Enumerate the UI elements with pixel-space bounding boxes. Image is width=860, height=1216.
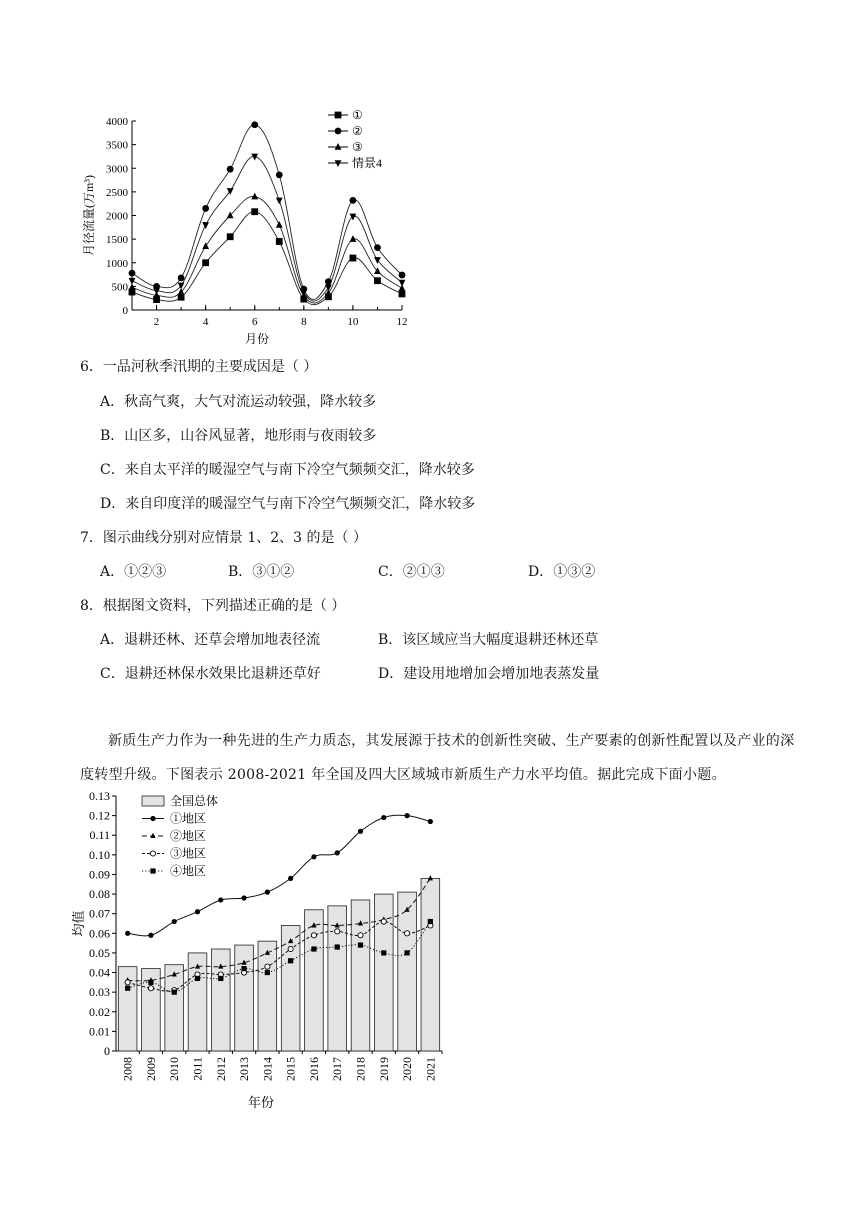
series-2-point <box>129 270 136 277</box>
series-1-point <box>399 291 406 298</box>
region-1-point <box>358 829 363 834</box>
national-bar <box>258 941 277 1051</box>
series-1-point <box>374 277 381 284</box>
x-tick-label: 10 <box>347 316 359 328</box>
material-passage: 新质生产力作为一种先进的生产力质态，其发展源于技术的创新性突破、生产要素的创新性配置以及产业的深度转型升级。下图表示 2008-2021 年全国及四大区域城市新质生产力水平均值。据此完成下面小题。 <box>80 733 795 783</box>
x-tick-label: 2015 <box>283 1057 298 1081</box>
x-tick-label: 2018 <box>353 1057 368 1081</box>
x-tick-label: 2008 <box>120 1057 135 1081</box>
region-4-point <box>241 966 246 971</box>
x-tick-label: 2009 <box>143 1057 158 1081</box>
series-1-point <box>251 208 258 215</box>
question-7-stem: 7．图示曲线分别对应情景 1、2、3 的是（ ） <box>80 530 367 546</box>
x-tick-label: 6 <box>251 316 258 328</box>
x-tick-label: 2017 <box>330 1057 345 1081</box>
legend-marker-3 <box>335 143 342 150</box>
region-1-point <box>195 909 200 914</box>
x-tick-label: 12 <box>396 316 408 328</box>
y-tick-label: 0.05 <box>89 945 110 960</box>
legend-label-2: ②地区 <box>170 829 207 843</box>
question-6-stem: 6．一品河秋季汛期的主要成因是（ ） <box>80 359 318 375</box>
series-2-point <box>178 274 185 281</box>
y-tick-label: 0.09 <box>89 867 110 882</box>
series-line-4 <box>132 156 402 301</box>
y-tick-label: 0.04 <box>89 965 110 980</box>
y-tick-label: 0.08 <box>89 887 110 902</box>
series-2-point <box>202 205 209 212</box>
series-1-point <box>202 259 209 266</box>
region-4-point <box>358 942 363 947</box>
series-2-point <box>227 166 234 173</box>
legend-swatch-national <box>142 796 164 806</box>
question-8-option-b: B．该区域应当大幅度退耕还林还草 <box>378 632 599 648</box>
series-2-point <box>251 121 258 128</box>
series-4-point <box>129 278 136 285</box>
region-1-point <box>381 815 386 820</box>
region-3-point <box>358 933 363 938</box>
region-1-point <box>148 933 153 938</box>
question-8-option-a: A．退耕还林、还草会增加地表径流 <box>100 632 321 648</box>
region-3-point <box>288 946 293 951</box>
region-4-point <box>381 950 386 955</box>
y-tick-label: 0.11 <box>89 828 110 843</box>
legend-marker-1 <box>150 816 155 821</box>
region-3-point <box>404 931 409 936</box>
question-7-option-a: A．①②③ <box>100 564 167 580</box>
legend-label-3: ③ <box>352 140 363 154</box>
x-tick-label: 2012 <box>213 1057 228 1081</box>
legend-label-1: ① <box>352 108 363 122</box>
x-tick-label: 2021 <box>423 1057 438 1081</box>
region-1-point <box>218 897 223 902</box>
national-bar <box>398 892 417 1051</box>
region-4-point <box>288 958 293 963</box>
region-4-point <box>265 970 270 975</box>
y-tick-label: 2000 <box>106 210 128 223</box>
question-7-option-c: C．②①③ <box>378 564 445 580</box>
x-tick-label: 4 <box>202 316 209 328</box>
region-1-point <box>311 854 316 859</box>
series-3-point <box>276 221 283 228</box>
series-1-point <box>178 294 185 301</box>
x-tick-label: 2010 <box>167 1057 182 1081</box>
legend-label-4: 情景4 <box>352 156 383 170</box>
series-4-point <box>202 222 209 229</box>
question-6-option-d: D．来自印度洋的暖湿空气与南下冷空气频频交汇，降水较多 <box>100 496 476 512</box>
legend-marker-4 <box>150 868 155 873</box>
y-tick-label: 0 <box>122 305 128 317</box>
series-2-point <box>399 272 406 279</box>
x-tick-label: 2011 <box>190 1057 205 1081</box>
y-tick-label: 2500 <box>106 186 128 199</box>
question-8-stem: 8．根据图文资料，下列描述正确的是（ ） <box>80 598 346 614</box>
series-3-point <box>251 193 258 200</box>
legend-marker-4 <box>335 160 342 167</box>
series-2-point <box>276 171 283 178</box>
region-4-point <box>311 946 316 951</box>
region-1-point <box>172 919 177 924</box>
legend-label-2: ② <box>352 124 363 138</box>
question-7-option-b: B．③①② <box>228 564 295 580</box>
x-tick-label: 2 <box>153 316 160 328</box>
region-1-point <box>335 850 340 855</box>
national-bar <box>305 910 324 1051</box>
question-8-option-d: D．建设用地增加会增加地表蒸发量 <box>378 666 600 682</box>
region-4-point <box>218 976 223 981</box>
y-tick-label: 1500 <box>106 234 128 247</box>
region-3-point <box>125 980 130 985</box>
y-tick-label: 0.01 <box>89 1024 110 1039</box>
national-bar <box>165 965 184 1051</box>
region-4-point <box>428 919 433 924</box>
region-2-point <box>428 875 433 880</box>
question-7-option-d: D．①③② <box>528 564 596 580</box>
question-6-option-c: C．来自太平洋的暖湿空气与南下冷空气频频交汇，降水较多 <box>100 462 475 478</box>
x-tick-label: 2016 <box>306 1057 321 1081</box>
region-4-point <box>195 976 200 981</box>
region-3-point <box>265 964 270 969</box>
productivity-bar-line-chart <box>70 788 460 1112</box>
legend-label-3: ③地区 <box>170 846 207 861</box>
region-3-point <box>381 919 386 924</box>
region-1-point <box>241 895 246 900</box>
runoff-line-chart <box>60 100 420 350</box>
region-4-point <box>148 980 153 985</box>
region-3-point <box>148 986 153 991</box>
series-2-point <box>350 197 357 204</box>
y-tick-label: 0.13 <box>89 789 110 803</box>
x-axis-title: 年份 <box>247 1095 275 1110</box>
y-axis-title: 月径流量(万m³) <box>82 175 96 256</box>
legend-marker-1 <box>335 112 342 119</box>
region-1-point <box>288 876 293 881</box>
y-tick-label: 0 <box>104 1044 110 1058</box>
region-4-point <box>172 990 177 995</box>
region-1-point <box>404 813 409 818</box>
y-tick-label: 500 <box>111 281 128 294</box>
series-line-1 <box>132 212 402 305</box>
y-tick-label: 0.03 <box>89 985 110 1000</box>
y-tick-label: 4000 <box>106 116 128 128</box>
region-3-point <box>335 929 340 934</box>
legend-marker-2 <box>335 128 342 135</box>
question-8-option-c: C．退耕还林保水效果比退耕还草好 <box>100 666 321 682</box>
legend-label-1: ①地区 <box>170 811 207 826</box>
region-1-point <box>428 819 433 824</box>
national-bar <box>421 878 440 1051</box>
x-tick-label: 2020 <box>400 1057 415 1081</box>
x-tick-label: 2014 <box>260 1057 275 1081</box>
series-4-point <box>399 280 406 287</box>
x-tick-label: 8 <box>301 316 307 328</box>
legend-marker-2 <box>150 833 155 838</box>
question-6-option-a: A．秋高气爽，大气对流运动较强，降水较多 <box>100 394 377 410</box>
region-3-point <box>311 933 316 938</box>
x-tick-label: 2019 <box>376 1057 391 1081</box>
y-tick-label: 0.10 <box>89 847 110 862</box>
question-6-option-b: B．山区多，山谷风显著，地形雨与夜雨较多 <box>100 428 377 444</box>
y-axis-title: 均值 <box>71 910 86 937</box>
y-tick-label: 0.02 <box>89 1004 110 1019</box>
region-4-point <box>335 944 340 949</box>
region-1-point <box>125 931 130 936</box>
y-tick-label: 3000 <box>106 163 128 176</box>
y-tick-label: 0.12 <box>89 808 110 823</box>
series-1-point <box>350 255 357 262</box>
series-4-point <box>276 198 283 205</box>
region-4-point <box>404 950 409 955</box>
series-1-point <box>276 238 283 245</box>
legend-label-0: 全国总体 <box>170 794 219 808</box>
x-tick-label: 2013 <box>237 1057 252 1081</box>
y-tick-label: 0.07 <box>89 906 110 921</box>
region-4-point <box>125 986 130 991</box>
y-tick-label: 3500 <box>106 139 128 152</box>
region-1-point <box>265 890 270 895</box>
x-axis-title: 月份 <box>244 332 270 346</box>
series-1-point <box>227 233 234 240</box>
national-bar <box>328 906 347 1051</box>
legend-marker-3 <box>150 851 155 856</box>
series-2-point <box>374 244 381 251</box>
legend-label-4: ④地区 <box>170 864 207 878</box>
y-tick-label: 0.06 <box>89 926 110 941</box>
y-tick-label: 1000 <box>106 257 128 270</box>
